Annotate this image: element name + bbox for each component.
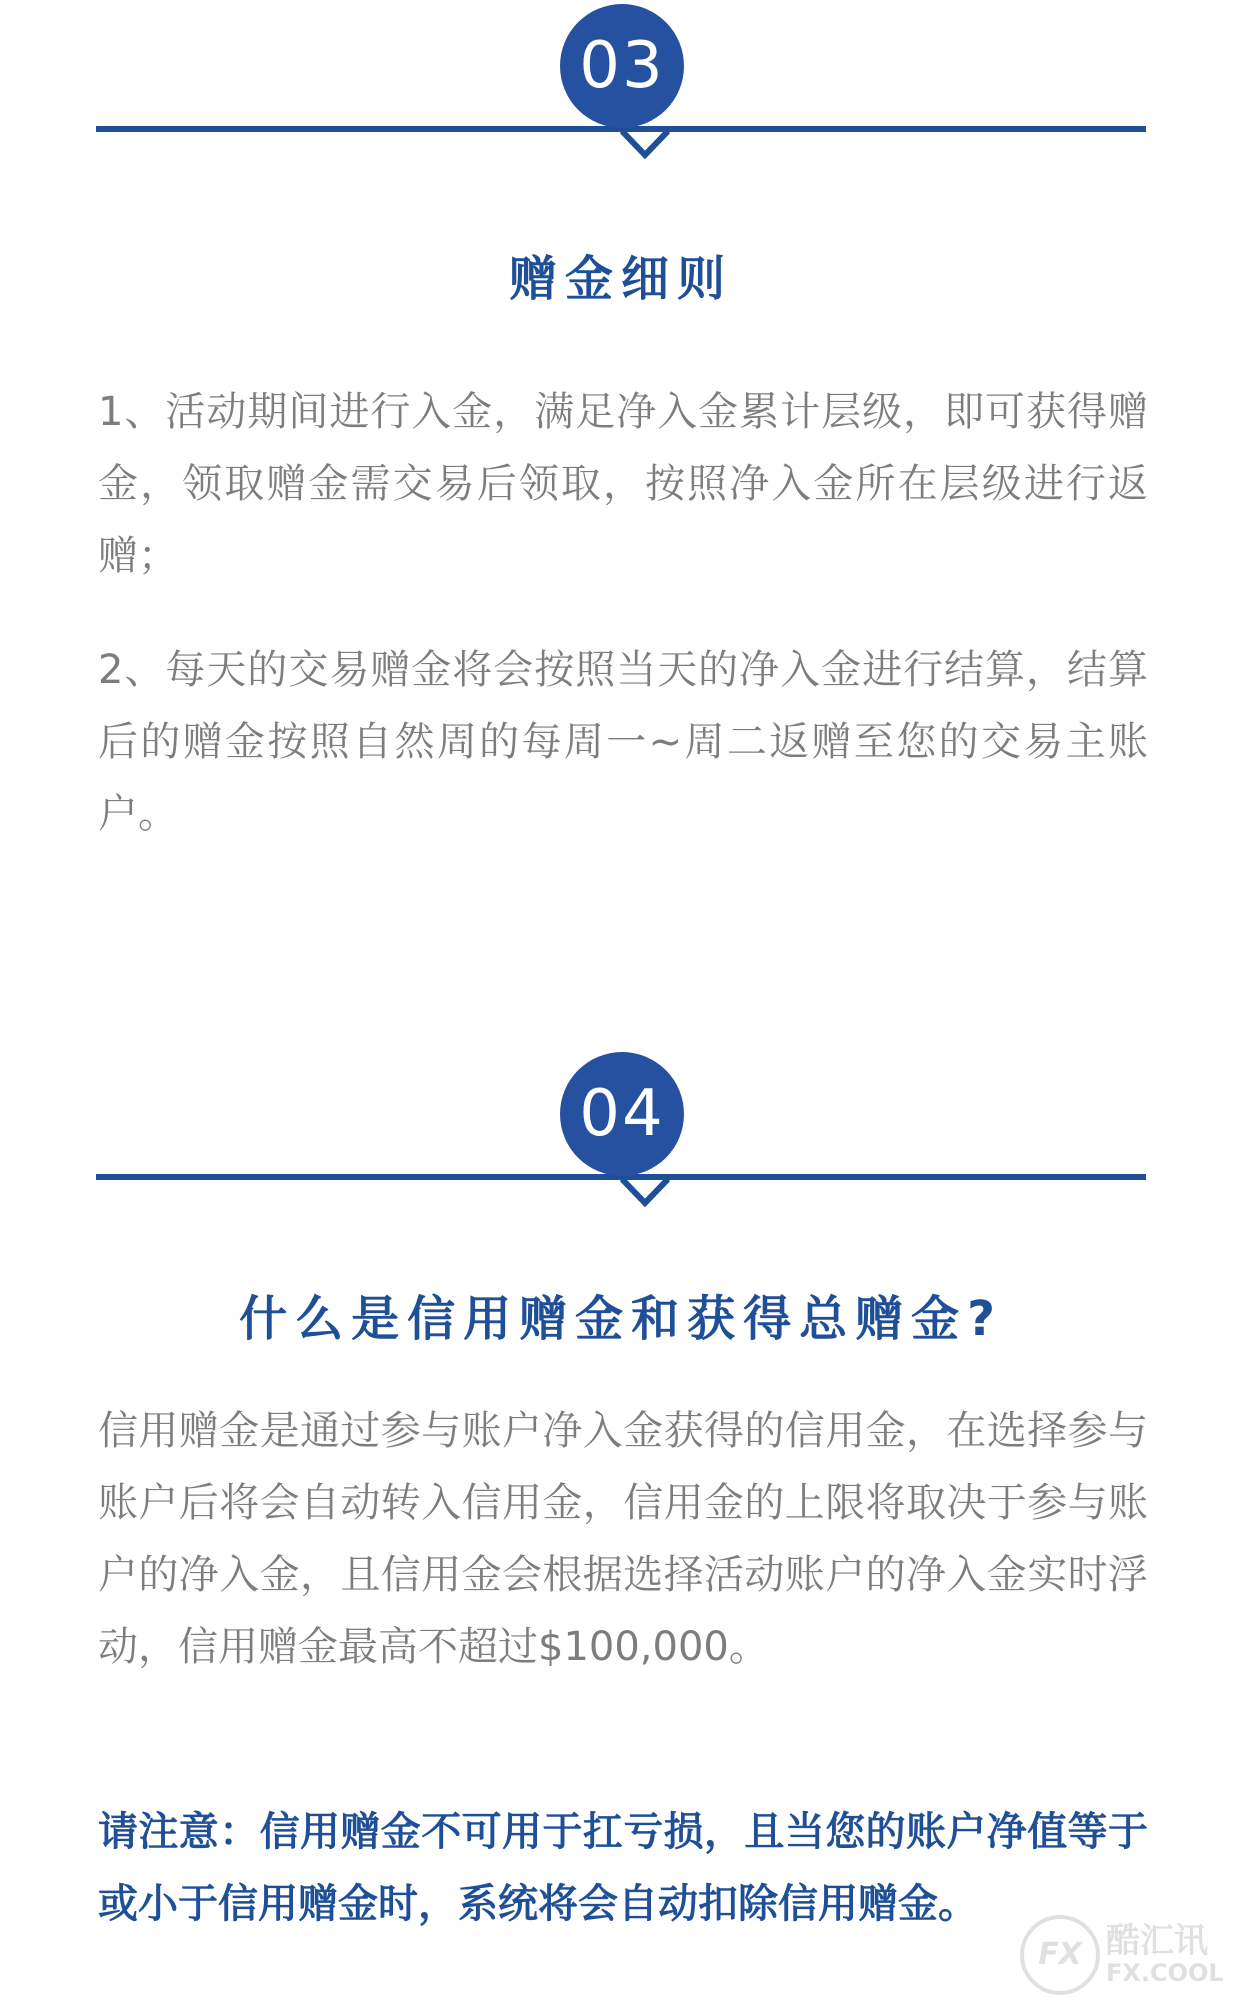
section-number-badge: 03 bbox=[560, 4, 684, 128]
section-04-note: 请注意：信用赠金不可用于扛亏损，且当您的账户净值等于或小于信用赠金时，系统将会自动扣除信用赠金。 bbox=[98, 1809, 1148, 1927]
section-04-header bbox=[96, 1048, 1146, 1218]
divider-notch-icon bbox=[620, 129, 670, 159]
watermark-brand-en: FX.COOL bbox=[1106, 1959, 1224, 1987]
divider-notch-icon bbox=[620, 1177, 670, 1207]
section-03-title: 赠金细则 bbox=[508, 251, 733, 307]
section-03-paragraph-2: 2、每天的交易赠金将会按照当天的净入金进行结算，结算后的赠金按照自然周的每周一~周二返赠至您的交易主账户。 bbox=[98, 647, 1148, 837]
section-04-title: 什么是信用赠金和获得总赠金? bbox=[239, 1291, 1003, 1347]
fx-logo-icon: FX bbox=[1020, 1915, 1100, 1995]
section-03-paragraph-1: 1、活动期间进行入金，满足净入金累计层级，即可获得赠金，领取赠金需交易后领取，按照净入金所在层级进行返赠； bbox=[98, 389, 1148, 579]
section-03-header bbox=[96, 0, 1146, 170]
section-number-badge: 04 bbox=[560, 1052, 684, 1176]
watermark-brand-cn: 酷汇讯 bbox=[1106, 1921, 1208, 1961]
section-04-paragraph-1: 信用赠金是通过参与账户净入金获得的信用金，在选择参与账户后将会自动转入信用金，信用金的上限将取决于参与账户的净入金，且信用金会根据选择活动账户的净入金实时浮动，信用赠金最高不超过$100,000。 bbox=[98, 1408, 1148, 1670]
watermark-logo bbox=[1020, 1911, 1224, 1997]
